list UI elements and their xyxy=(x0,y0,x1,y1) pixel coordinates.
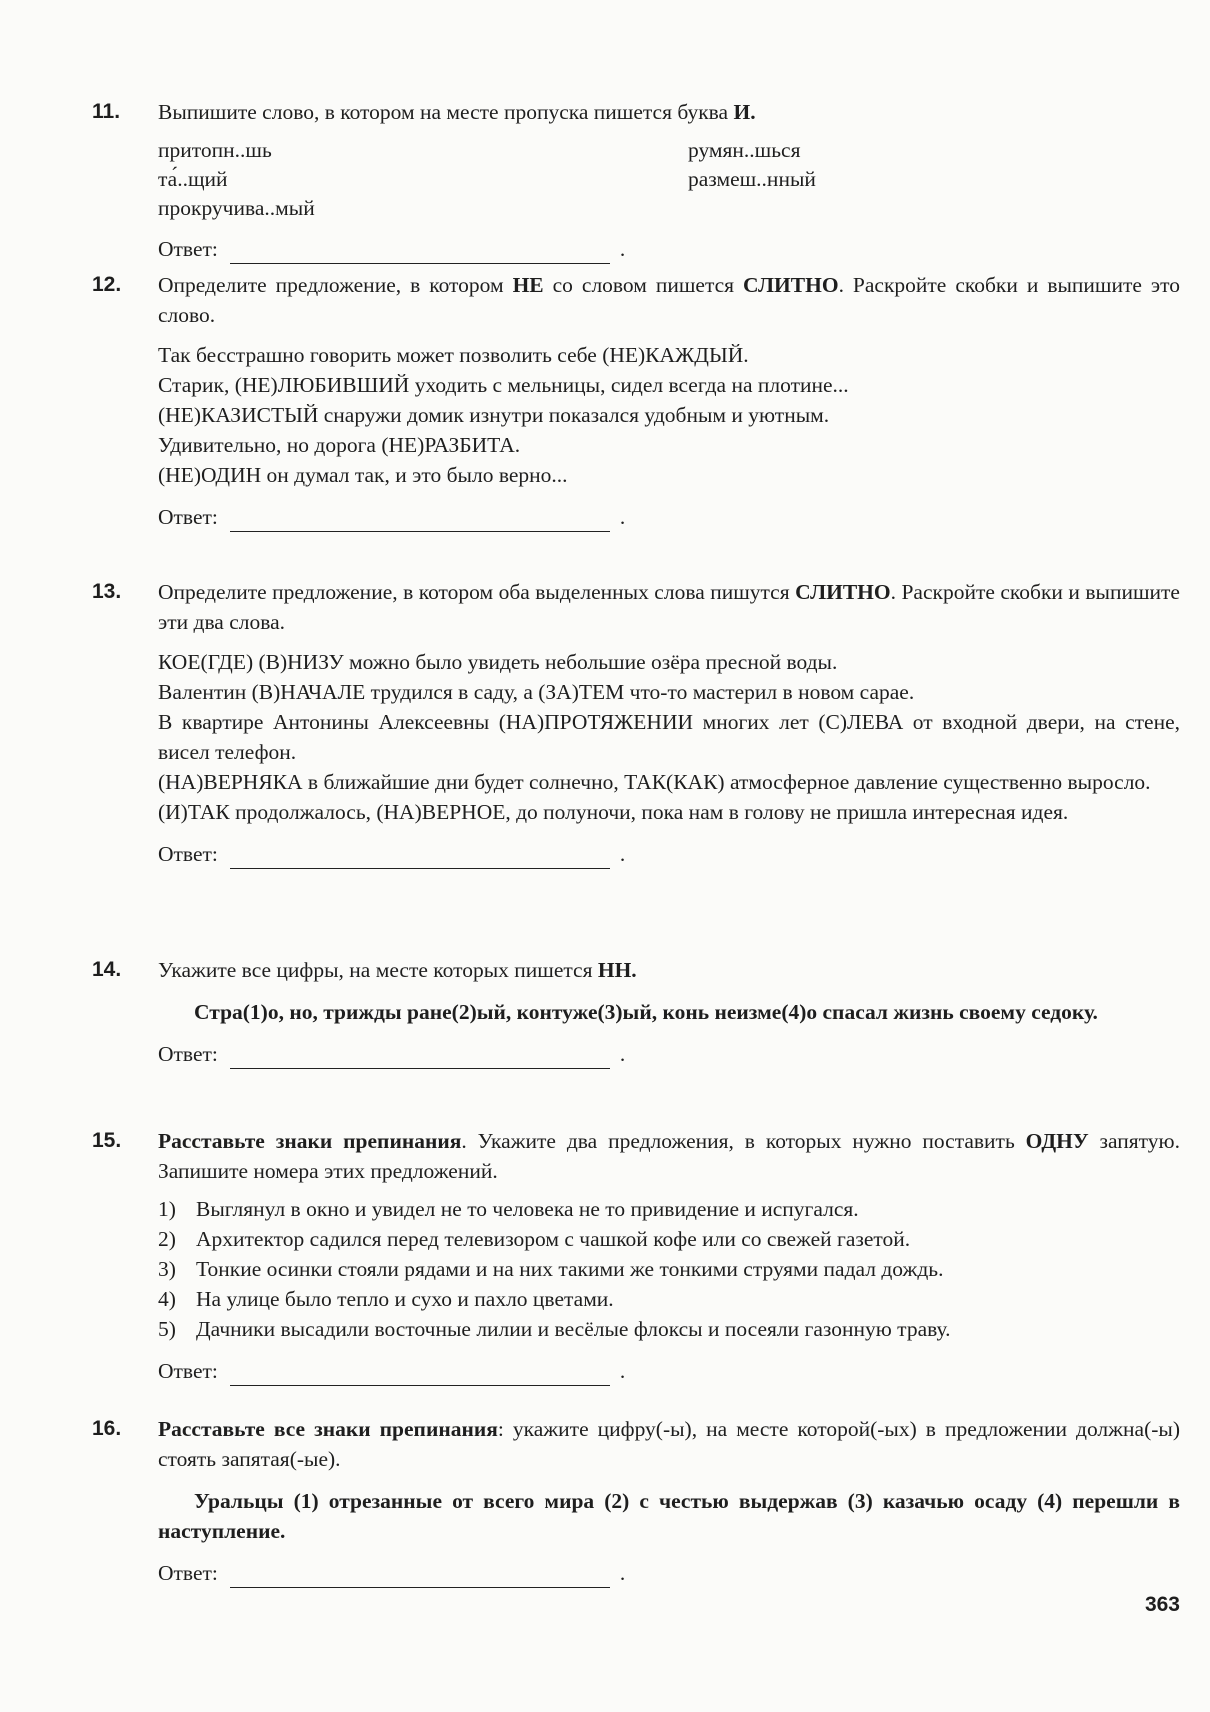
sentence-option: Удивительно, но дорога (НЕ)РАЗБИТА. xyxy=(158,433,521,457)
task-number: 12. xyxy=(92,273,122,296)
task-question: Определите предложение, в котором оба выделенных слова пишутся СЛИТНО. Раскройте скобки и выпишите эти два слова. xyxy=(158,580,1180,634)
sentence-option: Старик, (НЕ)ЛЮБИВШИЙ уходить с мельницы, сидел всегда на плотине... xyxy=(158,373,849,397)
task-question: Расставьте все знаки препинания: укажите цифру(-ы), на месте которой(-ых) в предложении должна(-ы) стоять запятая(-ые). xyxy=(158,1417,1180,1471)
word-option: притопн..шь xyxy=(158,138,272,162)
answer-field[interactable] xyxy=(230,513,610,532)
answer-field[interactable] xyxy=(230,1569,610,1588)
answer-row: Ответ: . xyxy=(158,1354,1180,1386)
task-number: 16. xyxy=(92,1417,122,1440)
sentence-option: (И)ТАК продолжалось, (НА)ВЕРНОЕ, до полуночи, пока нам в голову не пришла интересная идея. xyxy=(158,800,1069,824)
sentence-option: КОЕ(ГДЕ) (В)НИЗУ можно было увидеть небольшие озёра пресной воды. xyxy=(158,650,838,674)
task-sentence: Стра(1)о, но, трижды ране(2)ый, контуже(3)ый, конь неизме(4)о спасал жизнь своему седоку. xyxy=(194,1000,1098,1024)
list-item: 5) Дачники высадили восточные лилии и весёлые флоксы и посеяли газонную траву. xyxy=(158,1317,951,1341)
answer-row: Ответ: . xyxy=(158,232,1180,264)
answer-row: Ответ: . xyxy=(158,1037,1180,1069)
task-question: Выпишите слово, в котором на месте пропуска пишется буква И. xyxy=(158,100,756,124)
answer-row: Ответ: . xyxy=(158,837,1180,869)
sentence-option: (НЕ)КАЗИСТЫЙ снаружи домик изнутри показался удобным и уютным. xyxy=(158,403,830,427)
task-sentence: Уральцы (1) отрезанные от всего мира (2) с честью выдержав (3) казачью осаду (4) перешли в наступление. xyxy=(158,1489,1180,1543)
task-question: Определите предложение, в котором НЕ со словом пишется СЛИТНО. Раскройте скобки и выпишите это слово. xyxy=(158,273,1180,327)
numbered-sentences xyxy=(158,1194,1180,1344)
answer-row: Ответ: . xyxy=(158,500,1180,532)
answer-field[interactable] xyxy=(230,850,610,869)
sentence-option: (НА)ВЕРНЯКА в ближайшие дни будет солнечно, ТАК(КАК) атмосферное давление существенно выросло. xyxy=(158,770,1151,794)
answer-field[interactable] xyxy=(230,245,610,264)
word-options xyxy=(158,135,1180,222)
sentence-option: (НЕ)ОДИН он думал так, и это было верно... xyxy=(158,463,568,487)
sentence-option: Так бесстрашно говорить может позволить себе (НЕ)КАЖДЫЙ. xyxy=(158,343,749,367)
list-item: 2) Архитектор садился перед телевизором с чашкой кофе или со свежей газетой. xyxy=(158,1227,911,1251)
task-question: Расставьте знаки препинания. Укажите два предложения, в которых нужно поставить ОДНУ запятую. Запишите номера этих предложений. xyxy=(158,1129,1180,1183)
answer-label: Ответ: xyxy=(158,237,218,261)
sentence-option: В квартире Антонины Алексеевны (НА)ПРОТЯЖЕНИИ многих лет (С)ЛЕВА от входной двери, на стене, висел телефон. xyxy=(158,710,1180,764)
answer-label: Ответ: xyxy=(158,1561,218,1585)
word-option: размеш..нный xyxy=(688,167,816,191)
page-number: 363 xyxy=(1144,1593,1180,1616)
sentence-options xyxy=(158,340,1180,490)
answer-label: Ответ: xyxy=(158,842,218,866)
task-number: 11. xyxy=(92,100,121,123)
word-option: прокручива..мый xyxy=(158,196,315,220)
word-option: румян..шься xyxy=(688,138,801,162)
list-item: 3) Тонкие осинки стояли рядами и на них такими же тонкими струями падал дождь. xyxy=(158,1257,944,1281)
word-option: та́..щий xyxy=(158,167,228,191)
list-item: 4) На улице было тепло и сухо и пахло цветами. xyxy=(158,1287,614,1311)
task-number: 13. xyxy=(92,580,122,603)
answer-label: Ответ: xyxy=(158,1359,218,1383)
list-item: 1) Выглянул в окно и увидел не то человека не то привидение и испугался. xyxy=(158,1197,859,1221)
answer-row: Ответ: . xyxy=(158,1556,1180,1588)
answer-field[interactable] xyxy=(230,1050,610,1069)
answer-label: Ответ: xyxy=(158,505,218,529)
answer-label: Ответ: xyxy=(158,1042,218,1066)
answer-field[interactable] xyxy=(230,1367,610,1386)
task-number: 15. xyxy=(92,1129,122,1152)
task-question: Укажите все цифры, на месте которых пишется НН. xyxy=(158,958,637,982)
task-number: 14. xyxy=(92,958,122,981)
sentence-options xyxy=(158,647,1180,827)
sentence-option: Валентин (В)НАЧАЛЕ трудился в саду, а (ЗА)ТЕМ что-то мастерил в новом сарае. xyxy=(158,680,915,704)
